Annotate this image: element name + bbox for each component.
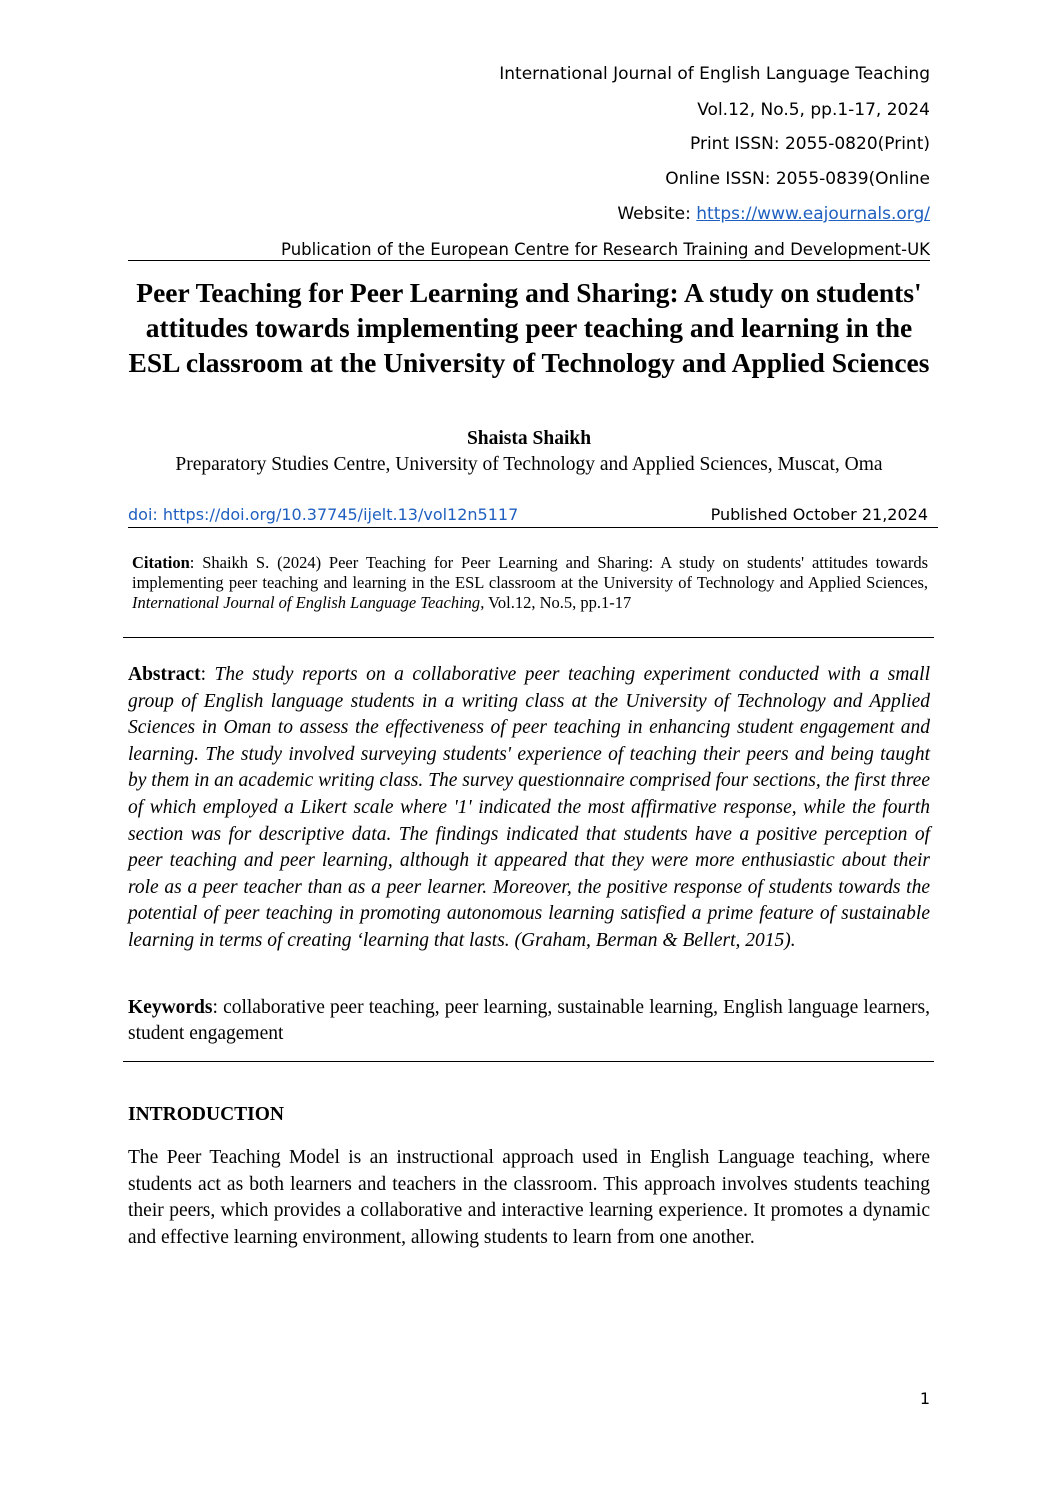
- print-issn: Print ISSN: 2055-0820(Print): [690, 134, 930, 154]
- online-issn: Online ISSN: 2055-0839(Online: [665, 169, 930, 189]
- citation: [132, 553, 928, 613]
- citation-tail: , Vol.12, No.5, pp.1-17: [480, 593, 632, 612]
- introduction-paragraph: The Peer Teaching Model is an instructional approach used in English Language teaching, where students act as both learners and teachers in the classroom. This approach involves students teaching their peers, which provides a collaborative and interactive learning experience. It promotes a dynamic and effective learning environment, allowing students to learn from one another.: [128, 1147, 930, 1248]
- doi-row: [128, 505, 938, 528]
- website-line: [617, 204, 930, 224]
- volume-info: Vol.12, No.5, pp.1-17, 2024: [697, 100, 930, 120]
- paper-title: Peer Teaching for Peer Learning and Sharing: A study on students' attitudes towards implementing peer teaching and learning in the ESL classroom at the University of Technology and Applied Sciences: [128, 277, 930, 378]
- abstract: [128, 662, 930, 955]
- website-label: Website:: [617, 204, 697, 224]
- keywords-text: : collaborative peer teaching, peer learning, sustainable learning, English language learners, student engagement: [128, 997, 930, 1044]
- citation-label: Citation: [132, 553, 190, 572]
- author-affiliation: Preparatory Studies Centre, University of Technology and Applied Sciences, Muscat, Oma: [175, 454, 883, 475]
- publisher-line: Publication of the European Centre for Research Training and Development-UK: [128, 240, 930, 261]
- introduction-heading: INTRODUCTION: [128, 1104, 285, 1125]
- website-link[interactable]: https://www.eajournals.org/: [696, 204, 930, 224]
- doi-link[interactable]: doi: https://doi.org/10.37745/ijelt.13/vol12n5117: [128, 505, 519, 524]
- keywords-label: Keywords: [128, 997, 213, 1018]
- page-number: 1: [919, 1389, 930, 1408]
- author-name: Shaista Shaikh: [466, 428, 592, 449]
- abstract-text: The study reports on a collaborative peer teaching experiment conducted with a small group of English language students in a writing class at the University of Technology and Applied Sciences in Oman to assess the effectiveness of peer teaching in enhancing student engagement and learning. The study involved surveying students' experience of teaching their peers and being taught by them in an academic writing class. The survey questionnaire comprised four sections, the first three of which employed a Likert scale where '1' indicated the most affirmative response, while the fourth section was for descriptive data. The findings indicated that students have a positive perception of peer teaching and peer learning, although it appeared that they were more enthusiastic about their role as a peer teacher than as a peer learner. Moreover, the positive response of students towards the potential of peer teaching in promoting autonomous learning satisfied a prime feature of sustainable learning in terms of creating ‘learning that lasts. (Graham, Berman & Bellert, 2015).: [128, 664, 931, 951]
- published-date: Published October 21,2024: [710, 505, 928, 524]
- keywords: [128, 995, 930, 1047]
- divider-top: [123, 637, 934, 638]
- abstract-colon: :: [200, 664, 215, 685]
- citation-journal: International Journal of English Language Teaching: [132, 593, 481, 612]
- citation-text: : Shaikh S. (2024) Peer Teaching for Peer Learning and Sharing: A study on students' attitudes towards implementing peer teaching and learning in the ESL classroom at the University of Technology and Applied Sciences,: [132, 553, 928, 592]
- divider-bottom: [123, 1061, 934, 1062]
- abstract-label: Abstract: [128, 664, 201, 685]
- journal-name: International Journal of English Language Teaching: [499, 64, 930, 84]
